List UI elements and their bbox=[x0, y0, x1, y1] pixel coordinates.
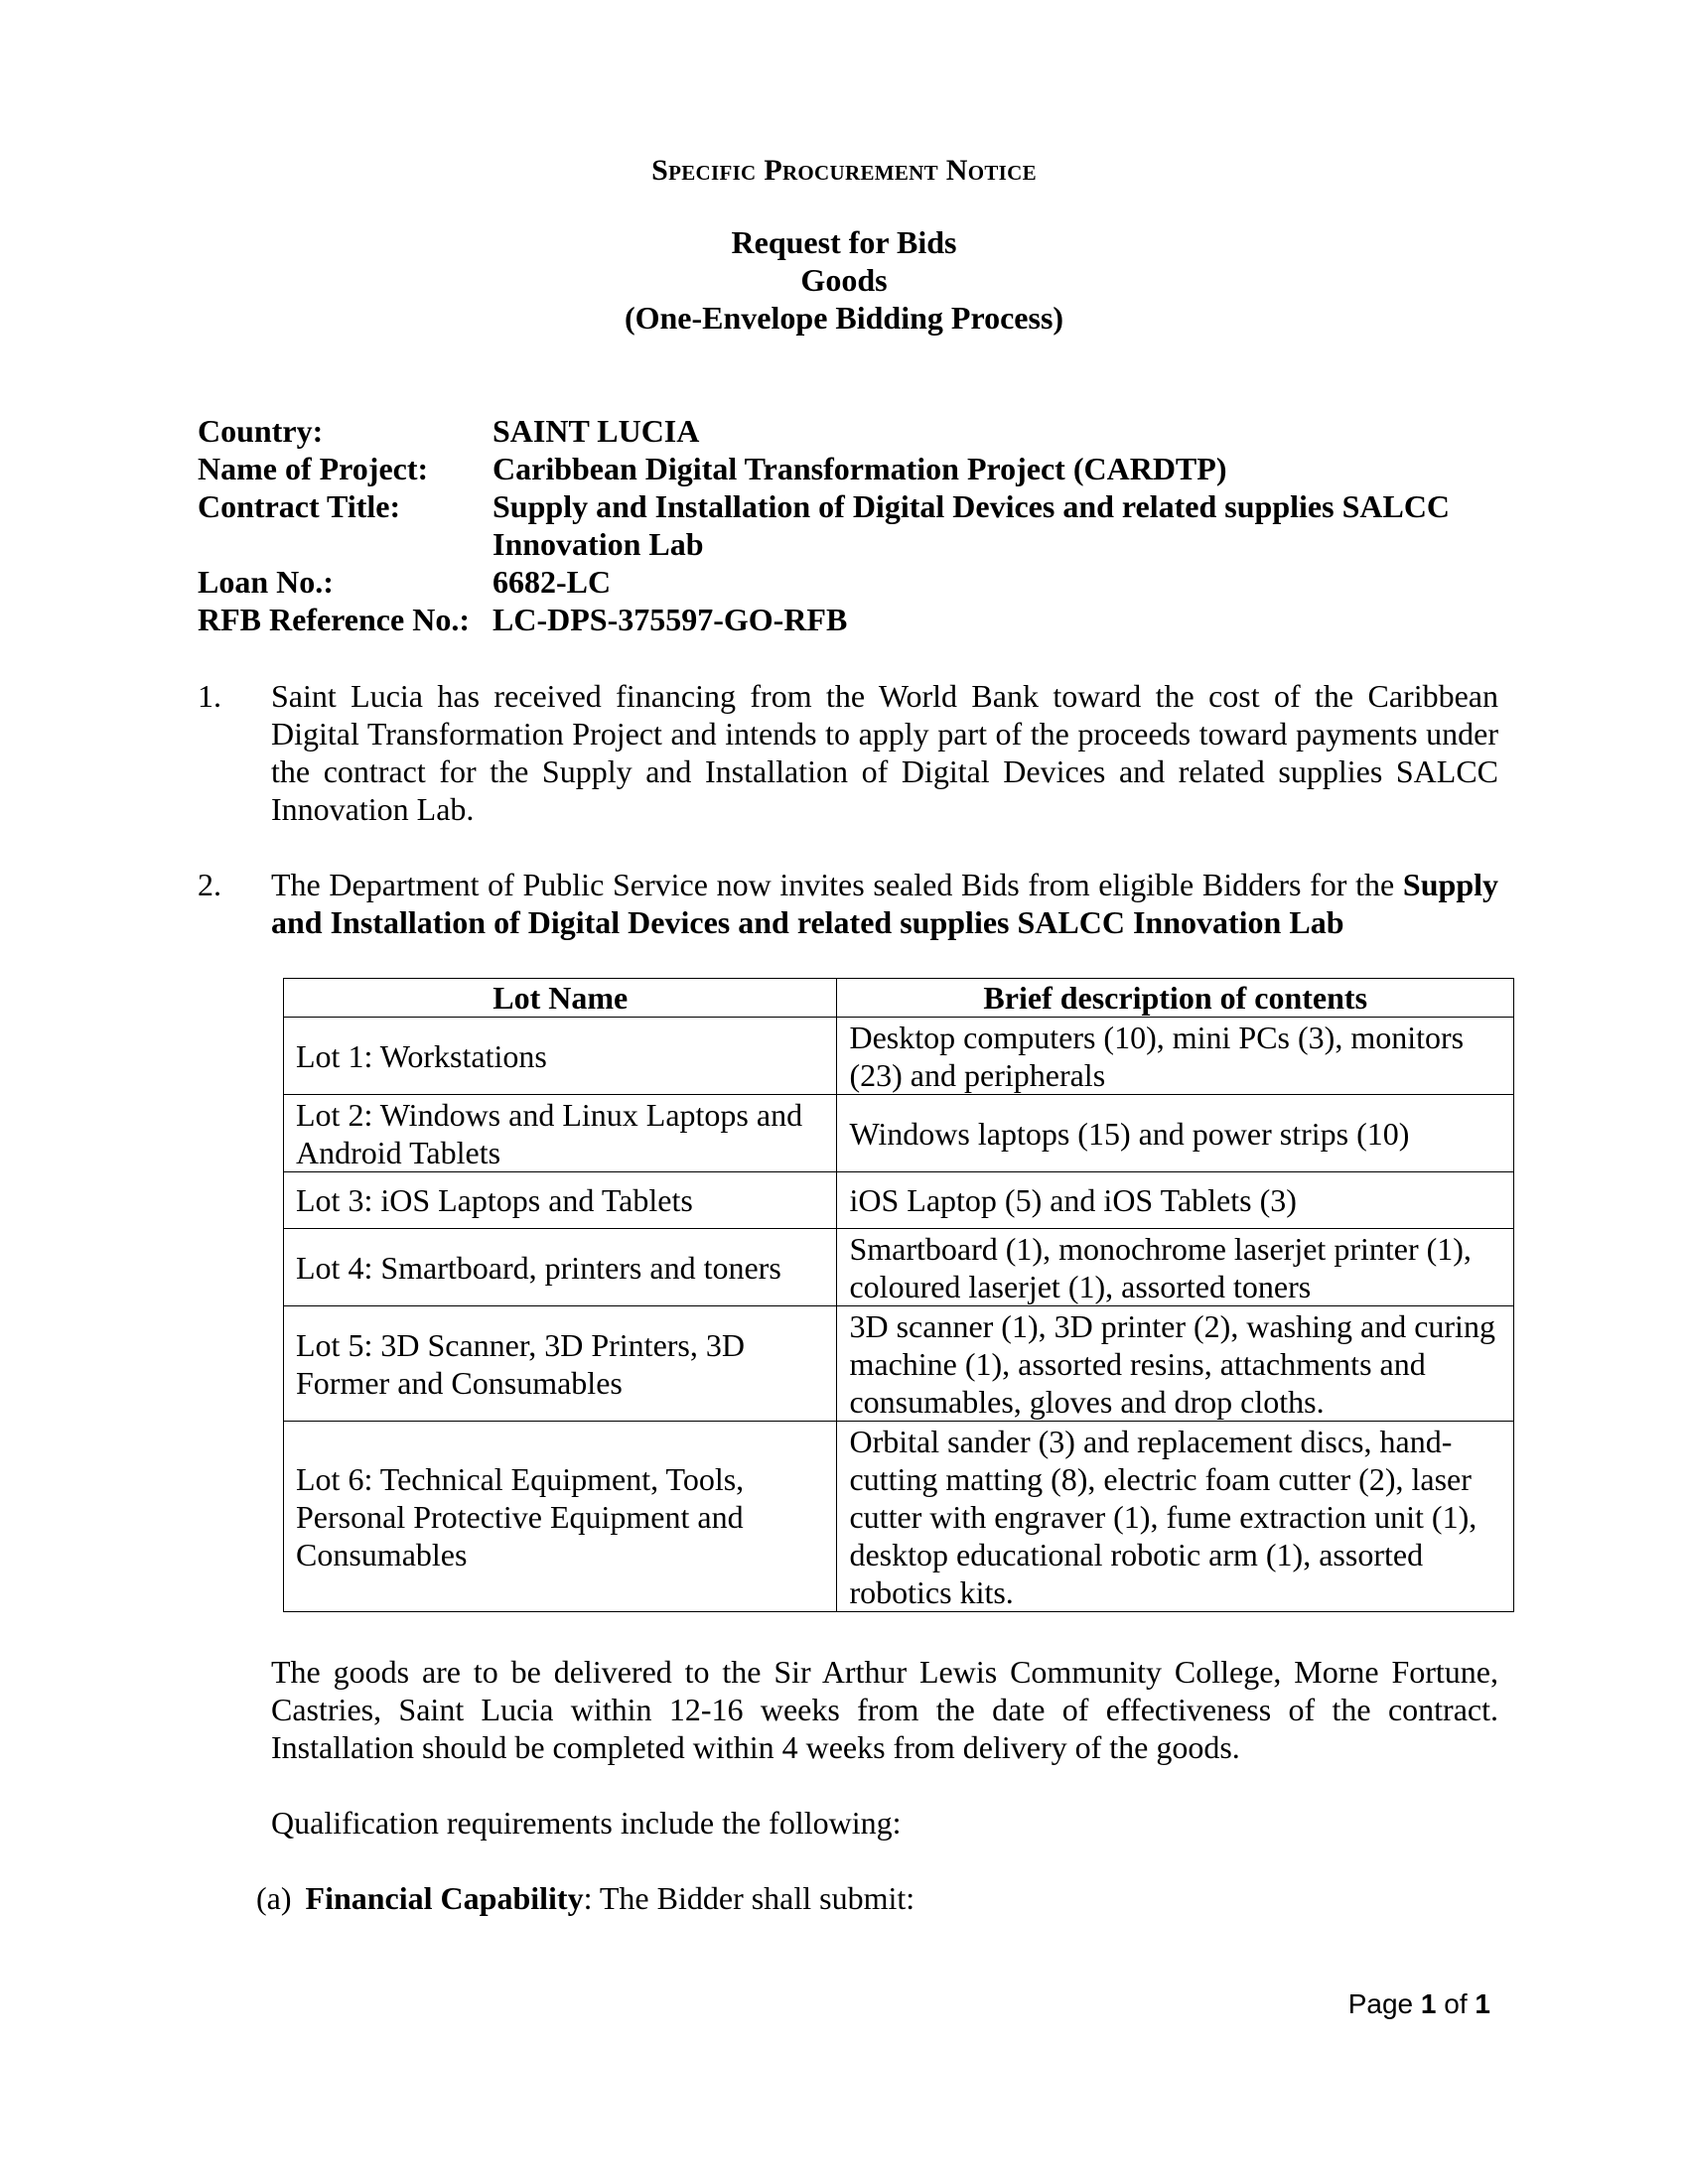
paragraph-number: 1. bbox=[198, 678, 221, 714]
table-row bbox=[284, 1229, 1514, 1306]
table-row bbox=[284, 1306, 1514, 1422]
item-letter: (a) bbox=[256, 1880, 292, 1916]
lot-name-cell: Lot 1: Workstations bbox=[284, 1018, 837, 1095]
paragraph-1 bbox=[198, 677, 1498, 828]
info-label: RFB Reference No.: bbox=[198, 602, 470, 637]
financial-capability-label: Financial Capability bbox=[305, 1880, 584, 1916]
lot-description-cell: iOS Laptop (5) and iOS Tablets (3) bbox=[837, 1172, 1514, 1229]
lot-description-cell: 3D scanner (1), 3D printer (2), washing and curing machine (1), assorted resins, attachments and consumables, gloves and drop cloths. bbox=[837, 1306, 1514, 1422]
subtitle-line-1: Request for Bids bbox=[731, 224, 957, 260]
paragraph-number: 2. bbox=[198, 867, 221, 902]
lot-name-cell: Lot 6: Technical Equipment, Tools, Personal Protective Equipment and Consumables bbox=[284, 1422, 837, 1612]
info-label: Name of Project: bbox=[198, 451, 429, 486]
financial-capability-item bbox=[256, 1879, 914, 1917]
info-label: Contract Title: bbox=[198, 488, 401, 524]
paragraph-text-plain: The Department of Public Service now invites sealed Bids from eligible Bidders for the bbox=[271, 867, 1403, 902]
header-description: Brief description of contents bbox=[837, 979, 1514, 1018]
notice-title: Specific Procurement Notice bbox=[651, 154, 1037, 187]
info-value: Supply and Installation of Digital Devices and related supplies SALCC Innovation Lab bbox=[492, 488, 1451, 562]
table-header-row bbox=[284, 979, 1514, 1018]
table-row bbox=[284, 1095, 1514, 1172]
total-pages: 1 bbox=[1475, 1988, 1490, 2019]
info-value: LC-DPS-375597-GO-RFB bbox=[492, 602, 848, 637]
info-row-project bbox=[198, 450, 1498, 487]
info-value: Caribbean Digital Transformation Project (CARDTP) bbox=[492, 451, 1227, 486]
subtitle-line-3: (One-Envelope Bidding Process) bbox=[624, 300, 1064, 336]
lot-name-cell: Lot 3: iOS Laptops and Tablets bbox=[284, 1172, 837, 1229]
paragraph-2 bbox=[198, 866, 1498, 941]
table-row bbox=[284, 1422, 1514, 1612]
lot-description-cell: Smartboard (1), monochrome laserjet printer (1), coloured laserjet (1), assorted toners bbox=[837, 1229, 1514, 1306]
project-info-block bbox=[198, 412, 1498, 638]
paragraph-text-bold: Supply and Installation of Digital Devices and related supplies SALCC Innovation Lab bbox=[271, 867, 1498, 940]
info-row-loan bbox=[198, 563, 1498, 601]
lot-name-cell: Lot 2: Windows and Linux Laptops and Android Tablets bbox=[284, 1095, 837, 1172]
info-label: Loan No.: bbox=[198, 564, 334, 600]
subtitle-block bbox=[0, 223, 1688, 337]
info-value: SAINT LUCIA bbox=[492, 413, 700, 449]
financial-capability-text: : The Bidder shall submit: bbox=[583, 1880, 915, 1916]
info-row-rfb bbox=[198, 601, 1498, 638]
page-number bbox=[1348, 1988, 1490, 2020]
qualification-paragraph: Qualification requirements include the following: bbox=[271, 1805, 902, 1841]
delivery-paragraph: The goods are to be delivered to the Sir Arthur Lewis Community College, Morne Fortune, Castries, Saint Lucia within 12-16 weeks from the date of effectiveness of the contract. Installation should be completed within 4 weeks from delivery of the goods. bbox=[271, 1654, 1498, 1765]
info-row-country bbox=[198, 412, 1498, 450]
table-row bbox=[284, 1172, 1514, 1229]
lot-description-cell: Orbital sander (3) and replacement discs, hand-cutting matting (8), electric foam cutter (2), laser cutter with engraver (1), fume extraction unit (1), desktop educational robotic arm (1), assorted robotics kits. bbox=[837, 1422, 1514, 1612]
lots-table bbox=[283, 978, 1514, 1612]
info-value: 6682-LC bbox=[492, 564, 612, 600]
page-word: Page bbox=[1347, 1988, 1414, 2019]
subtitle-line-2: Goods bbox=[800, 262, 888, 298]
lot-name-cell: Lot 5: 3D Scanner, 3D Printers, 3D Former and Consumables bbox=[284, 1306, 837, 1422]
paragraph-text bbox=[271, 866, 1498, 941]
info-row-contract bbox=[198, 487, 1498, 563]
table-row bbox=[284, 1018, 1514, 1095]
lot-description-cell: Desktop computers (10), mini PCs (3), monitors (23) and peripherals bbox=[837, 1018, 1514, 1095]
lot-name-cell: Lot 4: Smartboard, printers and toners bbox=[284, 1229, 837, 1306]
info-label: Country: bbox=[198, 413, 324, 449]
current-page: 1 bbox=[1420, 1988, 1437, 2019]
of-word: of bbox=[1444, 1988, 1468, 2019]
lot-description-cell: Windows laptops (15) and power strips (10) bbox=[837, 1095, 1514, 1172]
header-lot-name: Lot Name bbox=[284, 979, 837, 1018]
paragraph-text: Saint Lucia has received financing from the World Bank toward the cost of the Caribbean Digital Transformation Project and intends to apply part of the proceeds toward payments under the contract for the Supply and Installation of Digital Devices and related supplies SALCC Innovation Lab. bbox=[271, 678, 1498, 827]
